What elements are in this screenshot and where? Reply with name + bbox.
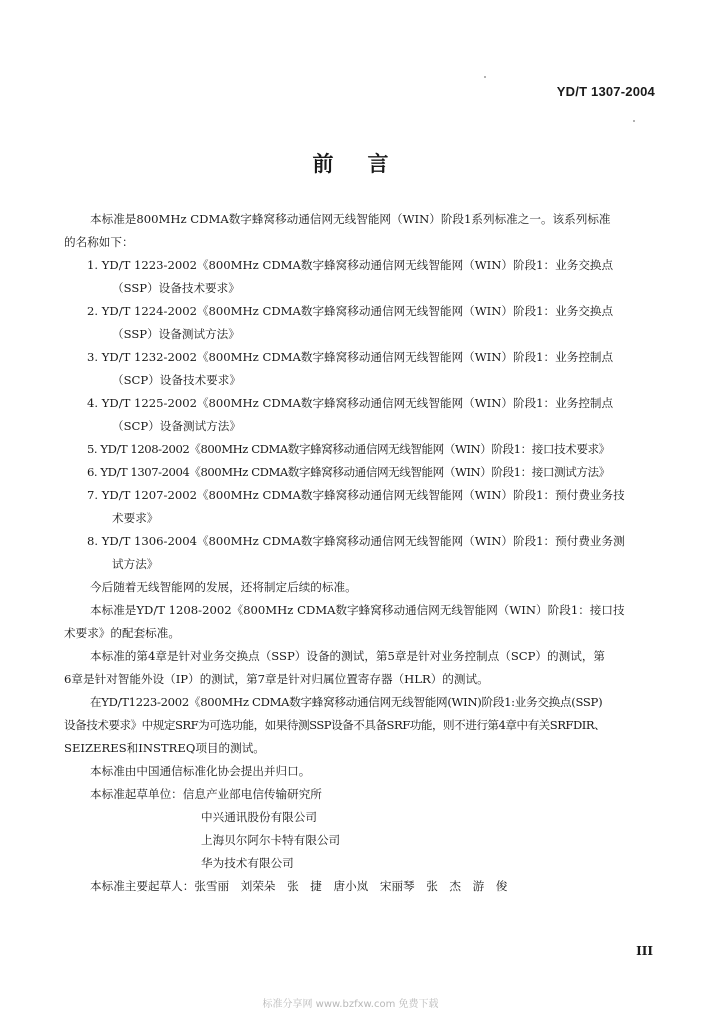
list-item-cont: （SSP）设备测试方法》: [112, 327, 240, 341]
standard-code: YD/T 1307-2004: [556, 84, 655, 99]
list-item-cont: 术要求》: [112, 511, 159, 525]
list-item: [87, 346, 656, 392]
list-item: [87, 461, 656, 484]
drafting-unit: 华为技术有限公司: [201, 856, 294, 870]
chapters-paragraph-line-2: 6章是针对智能外设（IP）的测试，第7章是针对归属位置寄存器（HLR）的测试。: [64, 672, 489, 686]
scan-speck: [484, 76, 486, 78]
srf-paragraph-line-3: SEIZERES和INSTREQ项目的测试。: [64, 741, 265, 755]
list-item: [87, 300, 656, 346]
list-item-line: 4. YD/T 1225-2002《800MHz CDMA数字蜂窝移动通信网无线智能网（WIN）阶段1：业务控制点: [87, 396, 614, 410]
drafting-units-label: 本标准起草单位：信息产业部电信传输研究所: [90, 787, 322, 801]
drafting-unit: 中兴通讯股份有限公司: [201, 810, 317, 824]
list-item-line: 8. YD/T 1306-2004《800MHz CDMA数字蜂窝移动通信网无线智能网（WIN）阶段1：预付费业务测: [87, 534, 625, 548]
proposed-by-paragraph: 本标准由中国通信标准化协会提出并归口。: [90, 764, 311, 778]
page-title: 前言: [312, 151, 423, 176]
list-item-cont: 试方法》: [112, 557, 159, 571]
list-item: [87, 392, 656, 438]
drafters-paragraph: 本标准主要起草人：张雪丽 刘荣朵 张 捷 唐小岚 宋丽琴 张 杰 游 俊: [90, 879, 508, 893]
standards-list: [87, 254, 656, 576]
list-item-line: 6. YD/T 1307-2004《800MHz CDMA数字蜂窝移动通信网无线智能网（WIN）阶段1：接口测试方法》: [87, 465, 610, 479]
list-item-line: 1. YD/T 1223-2002《800MHz CDMA数字蜂窝移动通信网无线智能网（WIN）阶段1：业务交换点: [87, 258, 614, 272]
chapters-paragraph-line-1: 本标准的第4章是针对业务交换点（SSP）设备的测试，第5章是针对业务控制点（SCP）的测试，第: [90, 649, 606, 663]
future-paragraph: 今后随着无线智能网的发展，还将制定后续的标准。: [90, 580, 357, 594]
list-item-line: 3. YD/T 1232-2002《800MHz CDMA数字蜂窝移动通信网无线智能网（WIN）阶段1：业务控制点: [87, 350, 614, 364]
list-item-cont: （SSP）设备技术要求》: [112, 281, 240, 295]
document-body: [64, 208, 656, 898]
list-item: [87, 438, 656, 461]
list-item: [87, 530, 656, 576]
srf-paragraph-line-2: 设备技术要求》中规定SRF为可选功能，如果待测SSP设备不具备SRF功能，则不进行第4章中有关SRFDIR、: [64, 718, 606, 732]
srf-paragraph-line-1: 在YD/T1223-2002《800MHz CDMA数字蜂窝移动通信网无线智能网(WIN)阶段1:业务交换点(SSP): [90, 695, 603, 709]
list-item: [87, 484, 656, 530]
supporting-paragraph-line-1: 本标准是YD/T 1208-2002《800MHz CDMA数字蜂窝移动通信网无线智能网（WIN）阶段1：接口技: [90, 603, 625, 617]
scan-speck: [633, 120, 635, 122]
list-item-line: 2. YD/T 1224-2002《800MHz CDMA数字蜂窝移动通信网无线智能网（WIN）阶段1：业务交换点: [87, 304, 614, 318]
site-watermark: 标准分享网 www.bzfxw.com 免费下载: [262, 999, 439, 1010]
drafting-unit: 上海贝尔阿尔卡特有限公司: [201, 833, 341, 847]
list-item-cont: （SCP）设备技术要求》: [112, 373, 241, 387]
intro-line-1: 本标准是800MHz CDMA数字蜂窝移动通信网无线智能网（WIN）阶段1系列标准之一。该系列标准: [90, 212, 611, 226]
list-item-line: 5. YD/T 1208-2002《800MHz CDMA数字蜂窝移动通信网无线智能网（WIN）阶段1：接口技术要求》: [87, 442, 610, 456]
list-item-line: 7. YD/T 1207-2002《800MHz CDMA数字蜂窝移动通信网无线智能网（WIN）阶段1：预付费业务技: [87, 488, 625, 502]
list-item: [87, 254, 656, 300]
intro-line-2: 的名称如下：: [64, 235, 134, 249]
supporting-paragraph-line-2: 术要求》的配套标准。: [64, 626, 180, 640]
list-item-cont: （SCP）设备测试方法》: [112, 419, 241, 433]
page-number: III: [636, 944, 653, 958]
